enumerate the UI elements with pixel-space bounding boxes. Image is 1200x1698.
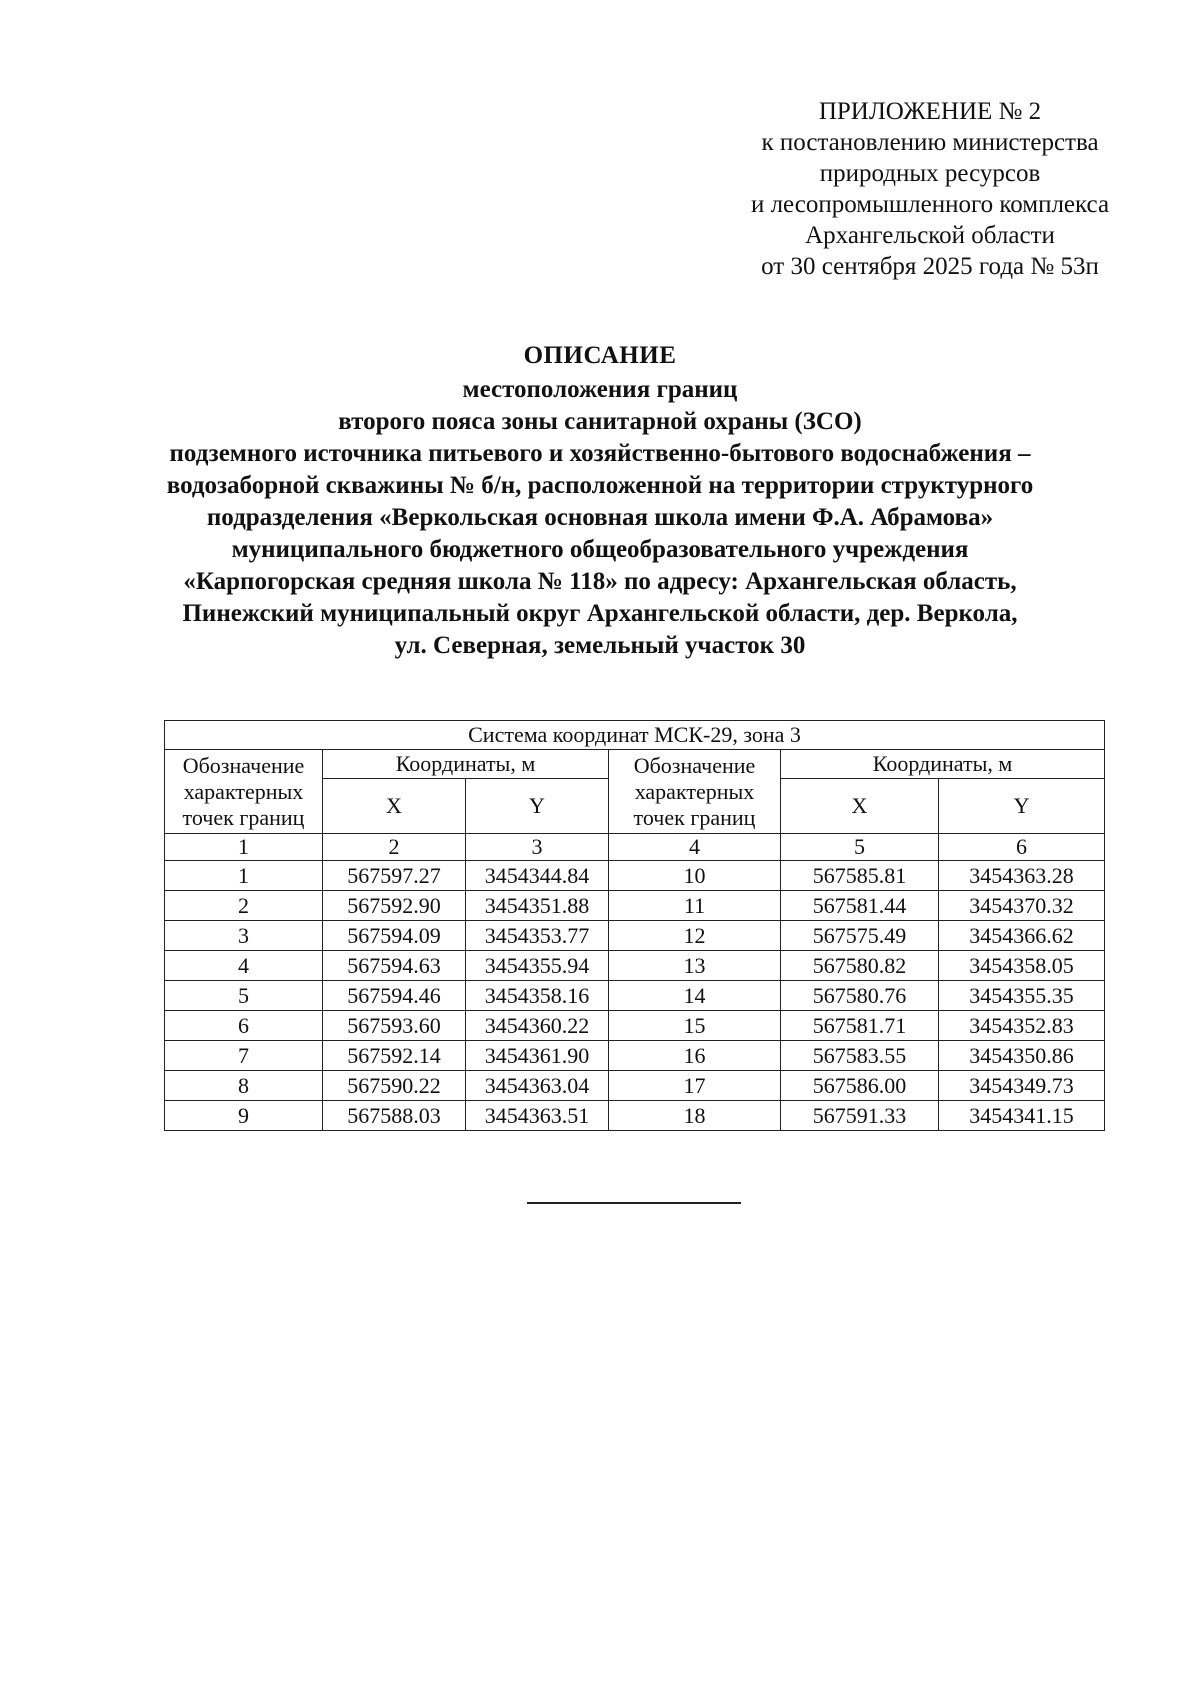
table-row [165, 921, 1105, 951]
y-coordinate: 3454363.04 [466, 1071, 609, 1101]
appendix-line: и лесопромышленного комплекса [750, 191, 1110, 218]
table-row [165, 861, 1105, 891]
table-row [165, 981, 1105, 1011]
x-coordinate: 567593.60 [323, 1011, 466, 1041]
x-coordinate: 567591.33 [781, 1101, 939, 1131]
appendix-date: от 30 сентября 2025 года № 53п [761, 253, 1099, 280]
coordinates-table [164, 720, 1105, 1131]
x-column-header: X [323, 779, 466, 834]
title-line: подземного источника питьевого и хозяйственно-бытового водоснабжения – [169, 440, 1031, 467]
point-number: 12 [609, 921, 781, 951]
y-coordinate: 3454366.62 [939, 921, 1105, 951]
y-coordinate: 3454350.86 [939, 1041, 1105, 1071]
point-number: 7 [165, 1041, 323, 1071]
point-number: 17 [609, 1071, 781, 1101]
x-coordinate: 567585.81 [781, 861, 939, 891]
title-line: Пинежский муниципальный округ Архангельской области, дер. Веркола, [182, 600, 1018, 627]
x-coordinate: 567594.63 [323, 951, 466, 981]
x-coordinate: 567581.44 [781, 891, 939, 921]
point-number: 4 [165, 951, 323, 981]
y-coordinate: 3454363.28 [939, 861, 1105, 891]
x-coordinate: 567581.71 [781, 1011, 939, 1041]
x-coordinate: 567597.27 [323, 861, 466, 891]
column-number: 4 [609, 834, 781, 861]
appendix-line: природных ресурсов [819, 160, 1041, 187]
point-number: 8 [165, 1071, 323, 1101]
y-coordinate: 3454349.73 [939, 1071, 1105, 1101]
document-title [90, 340, 1110, 662]
y-coordinate: 3454353.77 [466, 921, 609, 951]
table-row [165, 1011, 1105, 1041]
title-line: местоположения границ [462, 376, 738, 403]
column-number: 3 [466, 834, 609, 861]
column-number: 1 [165, 834, 323, 861]
point-number: 14 [609, 981, 781, 1011]
column-number: 2 [323, 834, 466, 861]
table-row [165, 951, 1105, 981]
title-line: подразделения «Веркольская основная школа имени Ф.А. Абрамова» [206, 504, 994, 531]
point-number: 9 [165, 1101, 323, 1131]
y-coordinate: 3454355.35 [939, 981, 1105, 1011]
x-coordinate: 567592.90 [323, 891, 466, 921]
point-number: 11 [609, 891, 781, 921]
x-coordinate: 567583.55 [781, 1041, 939, 1071]
title-line: ул. Северная, земельный участок 30 [394, 632, 806, 659]
point-number: 5 [165, 981, 323, 1011]
table-row [165, 1071, 1105, 1101]
y-coordinate: 3454361.90 [466, 1041, 609, 1071]
table-caption: Система координат МСК-29, зона 3 [165, 721, 1105, 750]
table-row [165, 891, 1105, 921]
y-coordinate: 3454363.51 [466, 1101, 609, 1131]
appendix-number: ПРИЛОЖЕНИЕ № 2 [818, 98, 1042, 125]
end-rule [527, 1202, 741, 1204]
y-coordinate: 3454370.32 [939, 891, 1105, 921]
point-designation-header: Обозначение характерных точек границ [165, 750, 323, 834]
point-number: 1 [165, 861, 323, 891]
title-line: водозаборной скважины № б/н, расположенной на территории структурного [166, 472, 1034, 499]
appendix-header [700, 96, 1160, 282]
point-number: 16 [609, 1041, 781, 1071]
x-coordinate: 567580.82 [781, 951, 939, 981]
x-column-header: X [781, 779, 939, 834]
point-number: 3 [165, 921, 323, 951]
title-heading: ОПИСАНИЕ [523, 342, 677, 369]
y-coordinate: 3454358.16 [466, 981, 609, 1011]
x-coordinate: 567588.03 [323, 1101, 466, 1131]
x-coordinate: 567590.22 [323, 1071, 466, 1101]
y-coordinate: 3454358.05 [939, 951, 1105, 981]
table-row [165, 1041, 1105, 1071]
x-coordinate: 567592.14 [323, 1041, 466, 1071]
point-number: 18 [609, 1101, 781, 1131]
y-column-header: Y [939, 779, 1105, 834]
x-coordinate: 567580.76 [781, 981, 939, 1011]
y-coordinate: 3454344.84 [466, 861, 609, 891]
point-number: 10 [609, 861, 781, 891]
point-number: 6 [165, 1011, 323, 1041]
point-number: 2 [165, 891, 323, 921]
x-coordinate: 567586.00 [781, 1071, 939, 1101]
title-line: второго пояса зоны санитарной охраны (ЗСО) [338, 408, 862, 435]
point-designation-header: Обозначение характерных точек границ [609, 750, 781, 834]
coordinates-header: Координаты, м [323, 750, 609, 779]
y-coordinate: 3454341.15 [939, 1101, 1105, 1131]
appendix-line: Архангельской области [805, 222, 1055, 249]
column-number: 6 [939, 834, 1105, 861]
point-number: 13 [609, 951, 781, 981]
y-coordinate: 3454360.22 [466, 1011, 609, 1041]
column-number: 5 [781, 834, 939, 861]
x-coordinate: 567594.46 [323, 981, 466, 1011]
coordinates-header: Координаты, м [781, 750, 1105, 779]
title-line: муниципального бюджетного общеобразовательного учреждения [231, 536, 969, 563]
x-coordinate: 567594.09 [323, 921, 466, 951]
y-coordinate: 3454352.83 [939, 1011, 1105, 1041]
column-numbers-row [165, 834, 1105, 861]
x-coordinate: 567575.49 [781, 921, 939, 951]
appendix-line: к постановлению министерства [761, 129, 1099, 156]
point-number: 15 [609, 1011, 781, 1041]
y-column-header: Y [466, 779, 609, 834]
y-coordinate: 3454355.94 [466, 951, 609, 981]
title-line: «Карпогорская средняя школа № 118» по адресу: Архангельская область, [183, 568, 1017, 595]
y-coordinate: 3454351.88 [466, 891, 609, 921]
table-row [165, 1101, 1105, 1131]
